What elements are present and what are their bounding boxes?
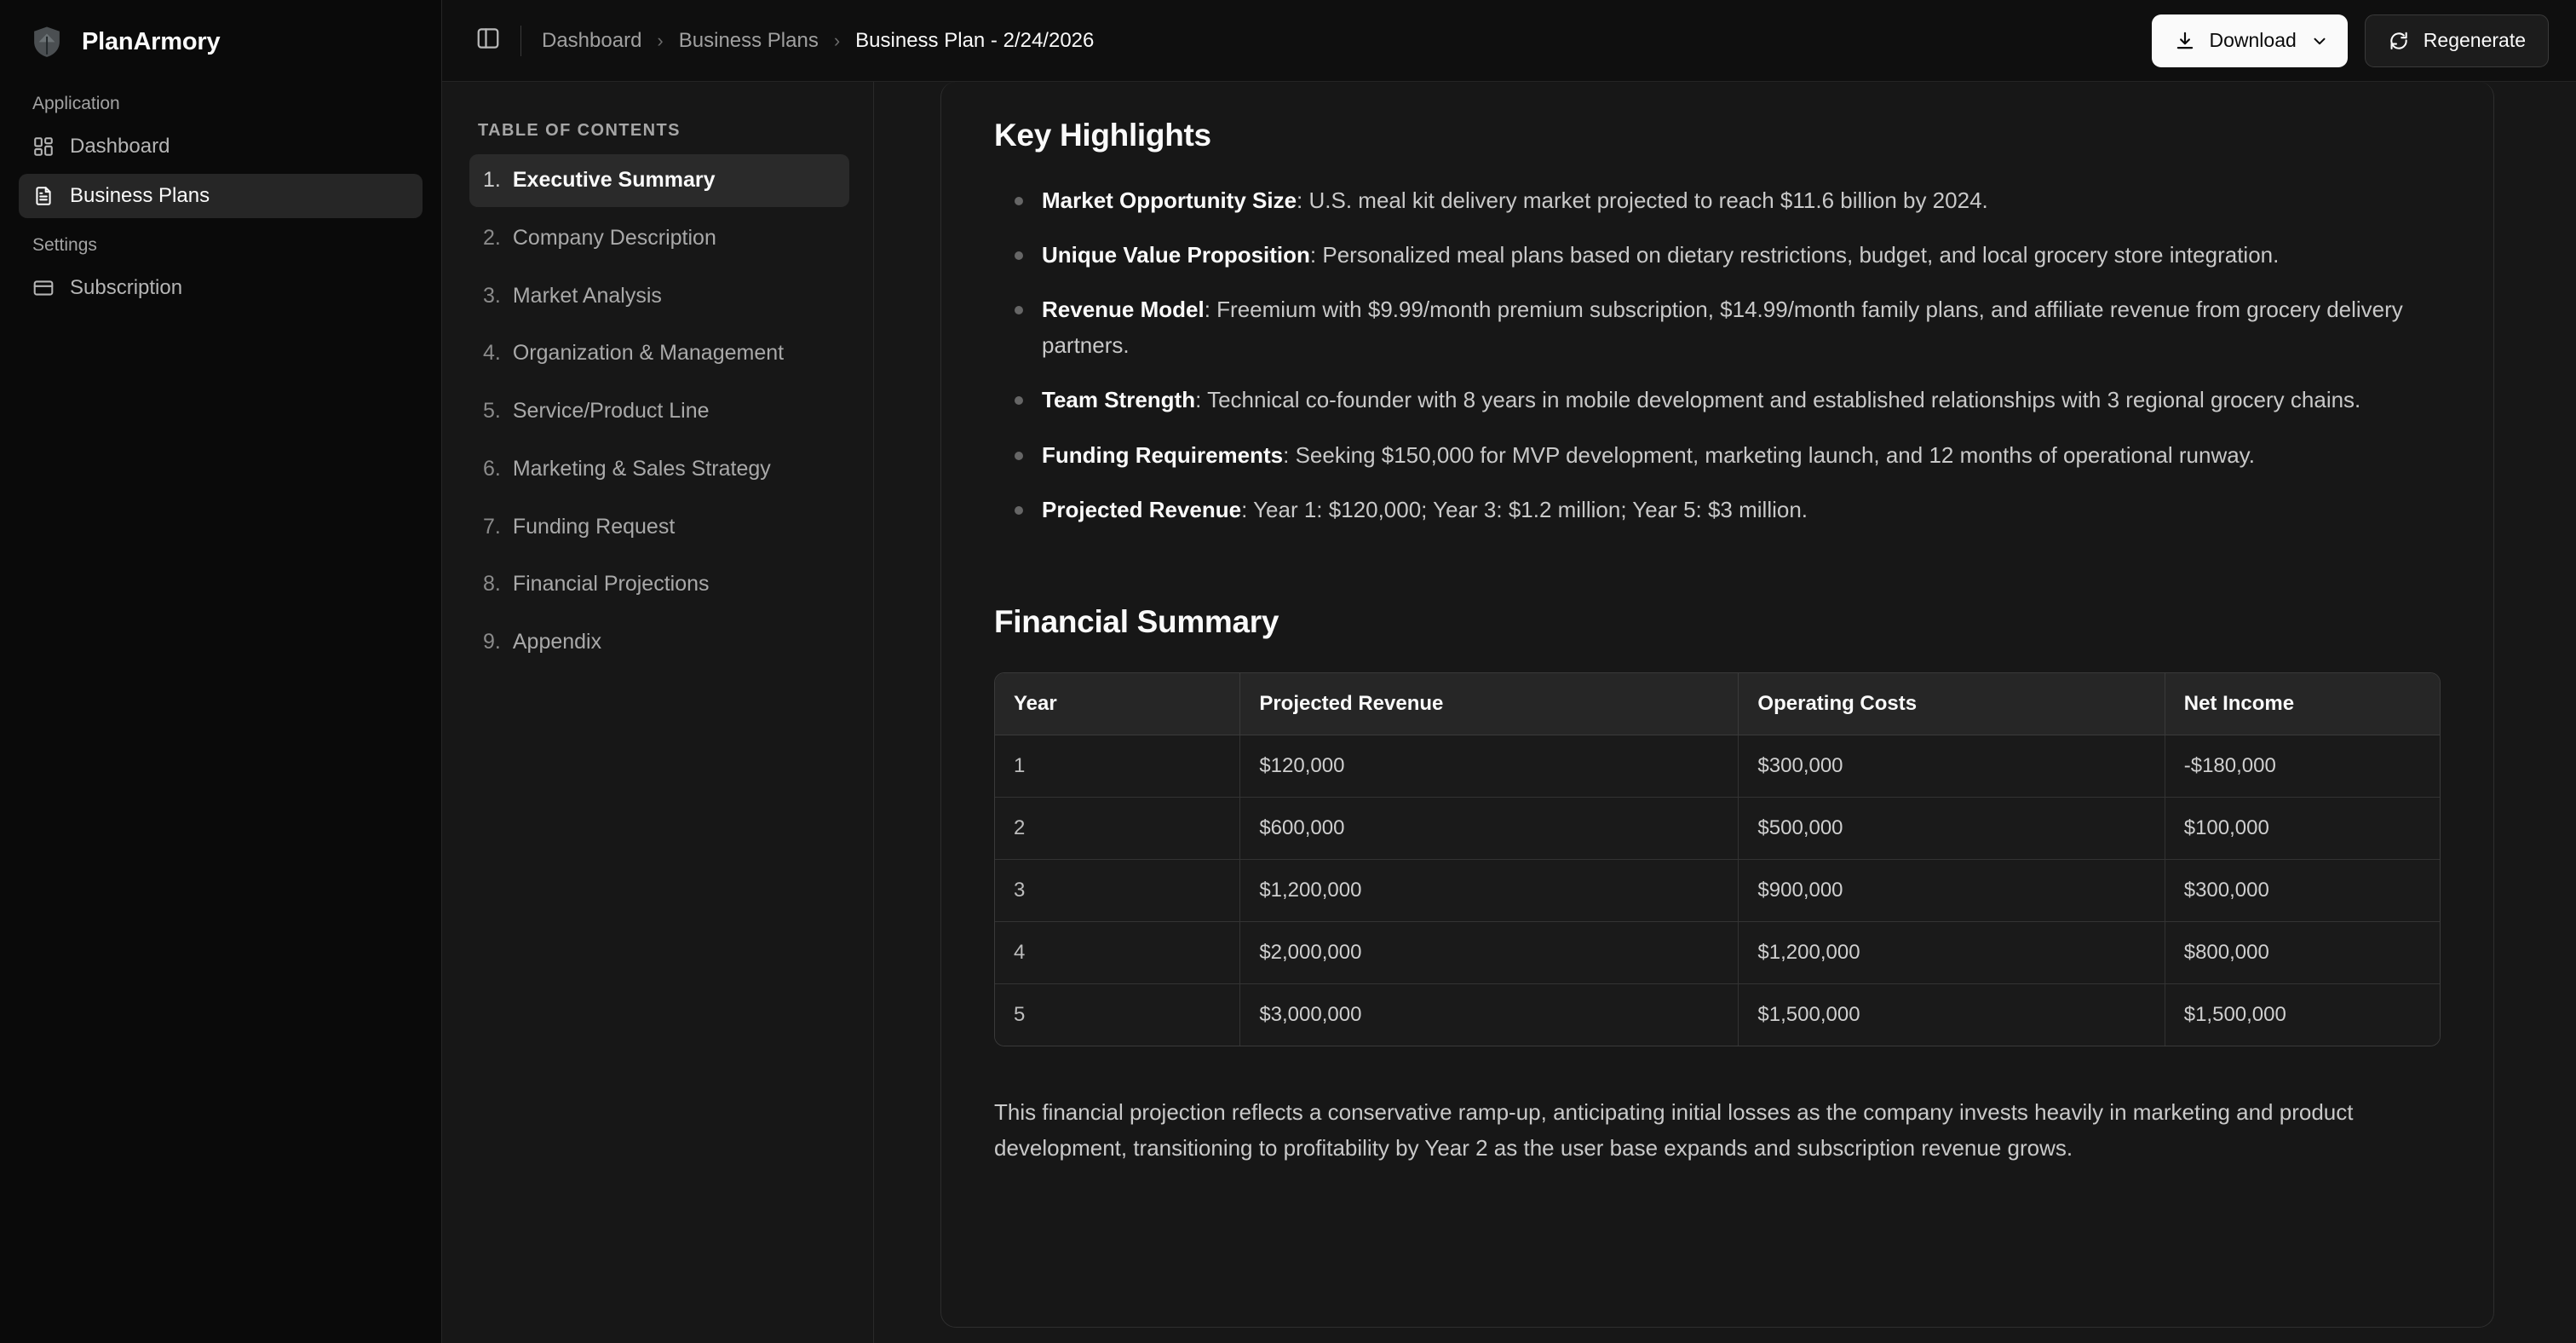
toc-item-number: 6. [483,456,501,481]
column-header-operating-costs: Operating Costs [1739,673,2165,735]
toc-item-number: 4. [483,341,501,366]
closing-paragraph: This financial projection reflects a conservative ramp-up, anticipating initial losses as the company invests heavily in marketing and product development, transitioning to profitability by Year 2 as the user base expands and subscription revenue grows. [994,1098,2354,1161]
column-header-projected-revenue: Projected Revenue [1240,673,1739,735]
nav-group-label-settings: Settings [32,235,97,255]
topbar-actions [2152,14,2550,67]
cell-year: 3 [995,860,1240,922]
cell-operating-costs: $1,200,000 [1739,922,2165,984]
sidebar-item-label-business-plans: Business Plans [70,184,210,207]
sidebar-toggle-button[interactable] [469,22,507,60]
body-area [442,82,2576,1343]
highlight-term: Unique Value Proposition [1042,242,1310,268]
table-body [995,735,2440,1046]
toc-item-number: 8. [483,572,501,597]
toc-item-organization-management[interactable] [469,327,849,380]
toc-item-financial-projections[interactable] [469,558,849,611]
breadcrumb-separator: › [833,29,841,51]
toc-item-label: Market Analysis [512,283,662,308]
toc-item-company-description[interactable] [469,212,849,265]
sidebar-item-dashboard[interactable] [19,124,423,169]
refresh-icon [2388,30,2410,52]
table-row [995,984,2440,1046]
list-item [994,237,2441,273]
toc-item-appendix[interactable] [469,616,849,669]
breadcrumb-item-business-plans[interactable]: Business Plans [678,28,819,52]
table-row [995,735,2440,798]
breadcrumb-item-current: Business Plan - 2/24/2026 [855,28,1095,52]
cell-operating-costs: $300,000 [1739,735,2165,798]
sidebar [0,0,442,1343]
list-item [994,291,2441,363]
sidebar-item-subscription[interactable] [19,266,423,310]
sidebar-item-label-dashboard: Dashboard [70,135,170,158]
list-item [994,382,2441,418]
toc-item-number: 5. [483,399,501,423]
toc-item-label: Appendix [512,630,602,654]
highlight-term: Market Opportunity Size [1042,187,1297,213]
cell-projected-revenue: $2,000,000 [1240,922,1739,984]
cell-net-income: $800,000 [2165,922,2440,984]
topbar-divider [520,26,521,56]
nav-group-application [0,82,441,223]
table-header-row [995,673,2440,735]
regenerate-button[interactable] [2365,14,2549,67]
document-card [940,82,2494,1328]
toc-item-marketing-sales-strategy[interactable] [469,443,849,496]
cell-net-income: $300,000 [2165,860,2440,922]
nav-group-label-application: Application [32,94,120,113]
section-heading-key-highlights: Key Highlights [994,118,1211,153]
toc-item-number: 9. [483,630,501,654]
table-head [995,673,2440,735]
cell-operating-costs: $500,000 [1739,798,2165,860]
document-scroll-area[interactable] [874,82,2576,1343]
sidebar-item-label-subscription: Subscription [70,276,183,299]
toc-item-number: 7. [483,514,501,539]
toc-item-label: Funding Request [512,514,676,539]
toc-item-label: Company Description [512,225,716,250]
column-header-net-income: Net Income [2165,673,2440,735]
main-area [442,0,2576,1343]
cell-projected-revenue: $120,000 [1240,735,1739,798]
cell-operating-costs: $900,000 [1739,860,2165,922]
toc-item-label: Organization & Management [512,341,785,366]
download-button[interactable] [2152,14,2348,67]
highlight-term: Team Strength [1042,387,1196,413]
table-row [995,798,2440,860]
toc-item-number: 3. [483,283,501,308]
brand-name: PlanArmory [82,27,221,55]
column-header-year: Year [995,673,1240,735]
cell-year: 5 [995,984,1240,1046]
cell-projected-revenue: $1,200,000 [1240,860,1739,922]
table-row [995,860,2440,922]
toc-item-label: Marketing & Sales Strategy [512,456,771,481]
highlight-text: : Freemium with $9.99/month premium subscription, $14.99/month family plans, and affiliate revenue from grocery delivery partners. [1042,297,2403,359]
highlight-text: : Personalized meal plans based on dietary restrictions, budget, and local grocery store integration. [1309,242,2280,268]
toc-item-funding-request[interactable] [469,501,849,554]
highlight-term: Funding Requirements [1042,441,1284,468]
highlight-term: Revenue Model [1042,297,1205,323]
cell-net-income: -$180,000 [2165,735,2440,798]
credit-card-icon [32,277,55,299]
list-item [994,437,2441,473]
layout-grid-icon [32,135,55,158]
toc-item-label: Executive Summary [512,168,716,192]
breadcrumb [542,29,1094,53]
list-item [994,492,2441,527]
chevron-down-icon[interactable] [2310,32,2329,50]
toc-item-label: Service/Product Line [512,399,710,423]
cell-net-income: $1,500,000 [2165,984,2440,1046]
breadcrumb-separator: › [657,29,664,51]
regenerate-button-label: Regenerate [2423,29,2526,51]
cell-projected-revenue: $3,000,000 [1240,984,1739,1046]
sidebar-item-business-plans[interactable] [19,174,423,218]
highlight-text: : Seeking $150,000 for MVP development, marketing launch, and 12 months of operational runway. [1283,441,2255,468]
toc-item-label: Financial Projections [512,572,710,597]
toc-item-service-product-line[interactable] [469,385,849,438]
cell-year: 2 [995,798,1240,860]
highlight-text: : Year 1: $120,000; Year 3: $1.2 million; Year 5: $3 million. [1241,496,1808,522]
cell-year: 1 [995,735,1240,798]
panel-left-icon [475,26,501,55]
cell-net-income: $100,000 [2165,798,2440,860]
file-text-icon [32,185,55,207]
cell-operating-costs: $1,500,000 [1739,984,2165,1046]
toc-item-executive-summary[interactable] [469,154,849,207]
cell-projected-revenue: $600,000 [1240,798,1739,860]
section-heading-financial-summary: Financial Summary [994,603,1279,639]
highlight-term: Projected Revenue [1042,496,1242,522]
toc-item-market-analysis[interactable] [469,270,849,323]
topbar [442,0,2576,82]
toc-title: TABLE OF CONTENTS [478,121,681,140]
toc-item-number: 1. [483,168,501,192]
toc-item-number: 2. [483,225,501,250]
key-highlights-list [994,182,2441,527]
brand[interactable] [0,0,441,82]
download-icon [2174,30,2196,52]
list-item [994,182,2441,218]
highlight-text: : Technical co-founder with 8 years in mobile development and established relationships with 3 regional grocery chains. [1195,387,2361,413]
financial-summary-table [994,672,2441,1046]
shield-icon [29,24,65,60]
breadcrumb-item-dashboard[interactable]: Dashboard [542,28,642,52]
table-row [995,922,2440,984]
download-button-label: Download [2209,29,2297,51]
cell-year: 4 [995,922,1240,984]
table-of-contents [442,82,874,1343]
highlight-text: : U.S. meal kit delivery market projected to reach $11.6 billion by 2024. [1297,187,1988,213]
nav-group-settings [0,223,441,315]
